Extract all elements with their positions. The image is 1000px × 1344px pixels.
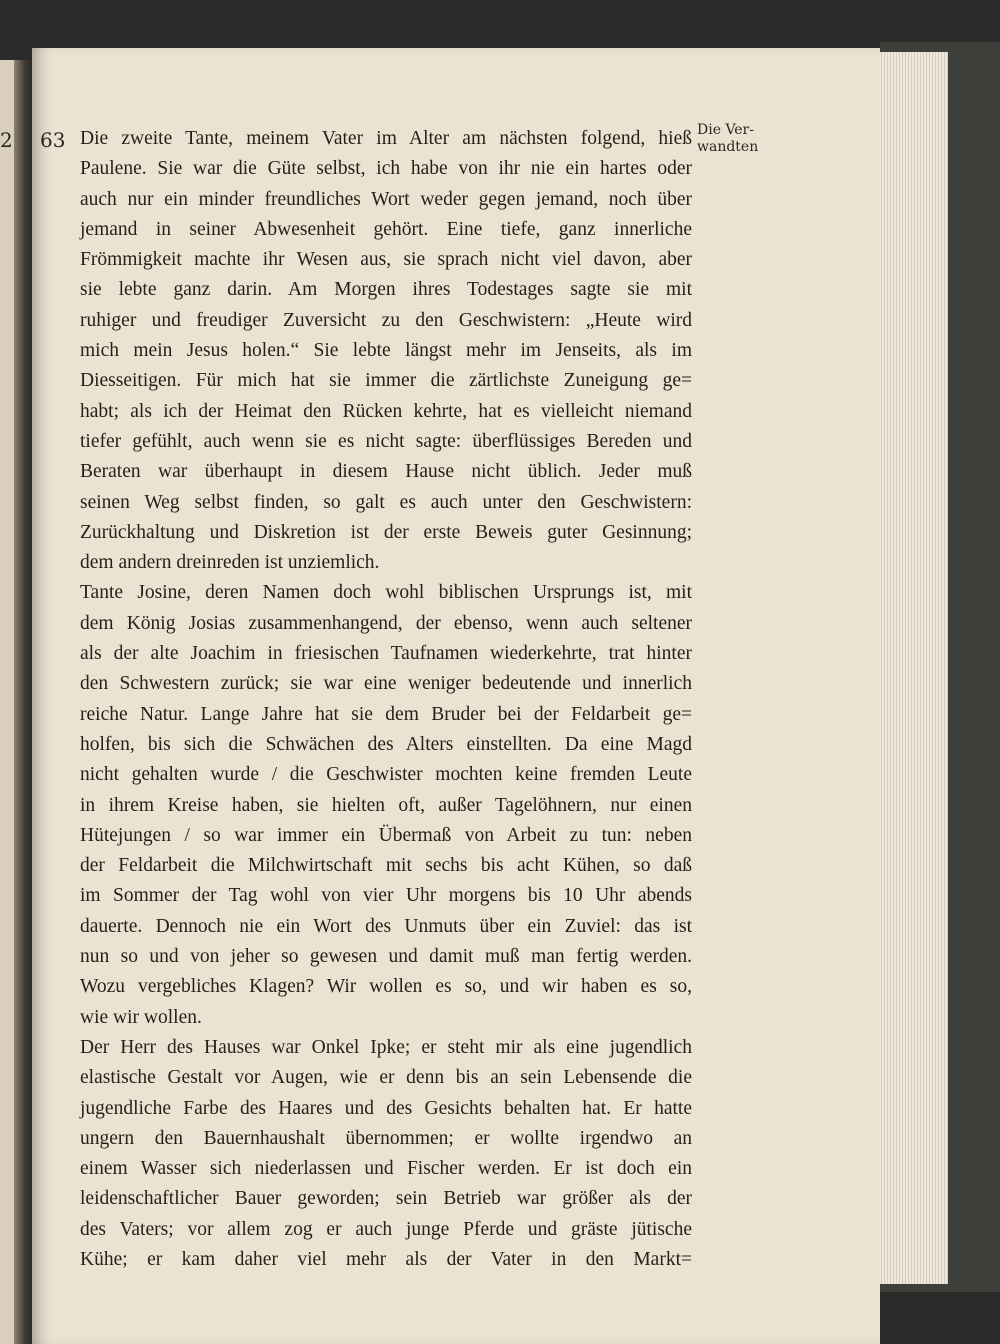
text-line: nun so und von jeher so gewesen und damit muß man fertig werden. [80,946,692,968]
text-line: der Feldarbeit die Milchwirtschaft mit sechs bis acht Kühen, so daß [80,855,692,877]
text-line: ruhiger und freudiger Zuversicht zu den Geschwistern: „Heute wird [80,309,692,331]
text-line: holfen, bis sich die Schwächen des Alters einstellten. Da eine Magd [80,733,692,755]
text-line: dem König Josias zusammenhangend, der ebenso, wenn auch seltener [80,612,692,634]
margin-note [697,122,777,156]
text-line: des Vaters; vor allem zog er auch junge Pferde und gräste jütische [80,1218,692,1240]
text-line: tiefer gefühlt, auch wenn sie es nicht sagte: überflüssiges Bereden und [80,430,692,452]
text-line: Die zweite Tante, meinem Vater im Alter am nächsten folgend, hieß [80,128,692,149]
text-line: ungern den Bauernhaushalt übernommen; er wollte irgendwo an [80,1127,692,1149]
previous-page-number: 2 [0,128,13,152]
text-line: jemand in seiner Abwesenheit gehört. Eine tiefe, ganz innerliche [80,218,692,240]
text-line: wie wir wollen. [80,1006,202,1028]
text-line: in ihrem Kreise haben, sie hielten oft, außer Tagelöhnern, nur einen [80,794,692,816]
page-edges [876,52,948,1284]
text-line: auch nur ein minder freundliches Wort weder gegen jemand, noch über [80,188,692,210]
text-line: habt; als ich der Heimat den Rücken kehrte, hat es vielleicht niemand [80,400,692,422]
text-line: mich mein Jesus holen.“ Sie lebte längst mehr im Jenseits, als im [80,340,692,362]
text-line: Tante Josine, deren Namen doch wohl biblischen Ursprungs ist, mit [80,582,692,604]
text-line: reiche Natur. Lange Jahre hat sie dem Bruder bei der Feldarbeit ge= [80,703,692,725]
text-line: seinen Weg selbst finden, so galt es auch unter den Geschwistern: [80,491,692,513]
text-line: sie lebte ganz darin. Am Morgen ihres Todestages sagte sie mit [80,279,692,301]
margin-note-line: wandten [697,139,759,155]
text-line: den Schwestern zurück; sie war eine weniger bedeutende und innerlich [80,673,692,695]
body-text [80,124,692,1275]
book-gutter [14,60,32,1344]
text-line: einem Wasser sich niederlassen und Fischer werden. Er ist doch ein [80,1158,692,1180]
text-line: nicht gehalten wurde / die Geschwister mochten keine fremden Leute [80,764,692,786]
text-line: elastische Gestalt vor Augen, wie er denn bis an sein Lebensende die [80,1067,692,1089]
text-line: Diesseitigen. Für mich hat sie immer die zärtlichste Zuneigung ge= [80,370,692,392]
text-line: dem andern dreinreden ist unziemlich. [80,552,380,574]
text-line: Beraten war überhaupt in diesem Hause nicht üblich. Jeder muß [80,461,692,483]
text-line: Der Herr des Hauses war Onkel Ipke; er steht mir als eine jugendlich [80,1036,692,1058]
text-line: Kühe; er kam daher viel mehr als der Vater in den Markt= [80,1248,692,1270]
text-line: Paulene. Sie war die Güte selbst, ich habe von ihr nie ein hartes oder [80,158,692,180]
text-line: Zurückhaltung und Diskretion ist der erste Beweis guter Gesinnung; [80,521,692,543]
text-line: dauerte. Dennoch nie ein Wort des Unmuts über ein Zuviel: das ist [80,915,692,937]
text-line: leidenschaftlicher Bauer geworden; sein Betrieb war größer als der [80,1188,692,1210]
text-line: Hütejungen / so war immer ein Übermaß von Arbeit zu tun: neben [80,824,692,846]
margin-note-line: Die Ver- [697,122,754,138]
page-number: 63 [40,128,66,152]
text-line: Frömmigkeit machte ihr Wesen aus, sie sprach nicht viel davon, aber [80,249,692,271]
text-line: als der alte Joachim in friesischen Taufnamen wiederkehrte, trat hinter [80,643,692,665]
text-line: im Sommer der Tag wohl von vier Uhr morgens bis 10 Uhr abends [80,885,692,907]
text-line: jugendliche Farbe des Haares und des Gesichts behalten hat. Er hatte [80,1097,692,1119]
previous-page-edge [0,60,14,1344]
text-line: Wozu vergebliches Klagen? Wir wollen es so, und wir haben es so, [80,976,692,998]
